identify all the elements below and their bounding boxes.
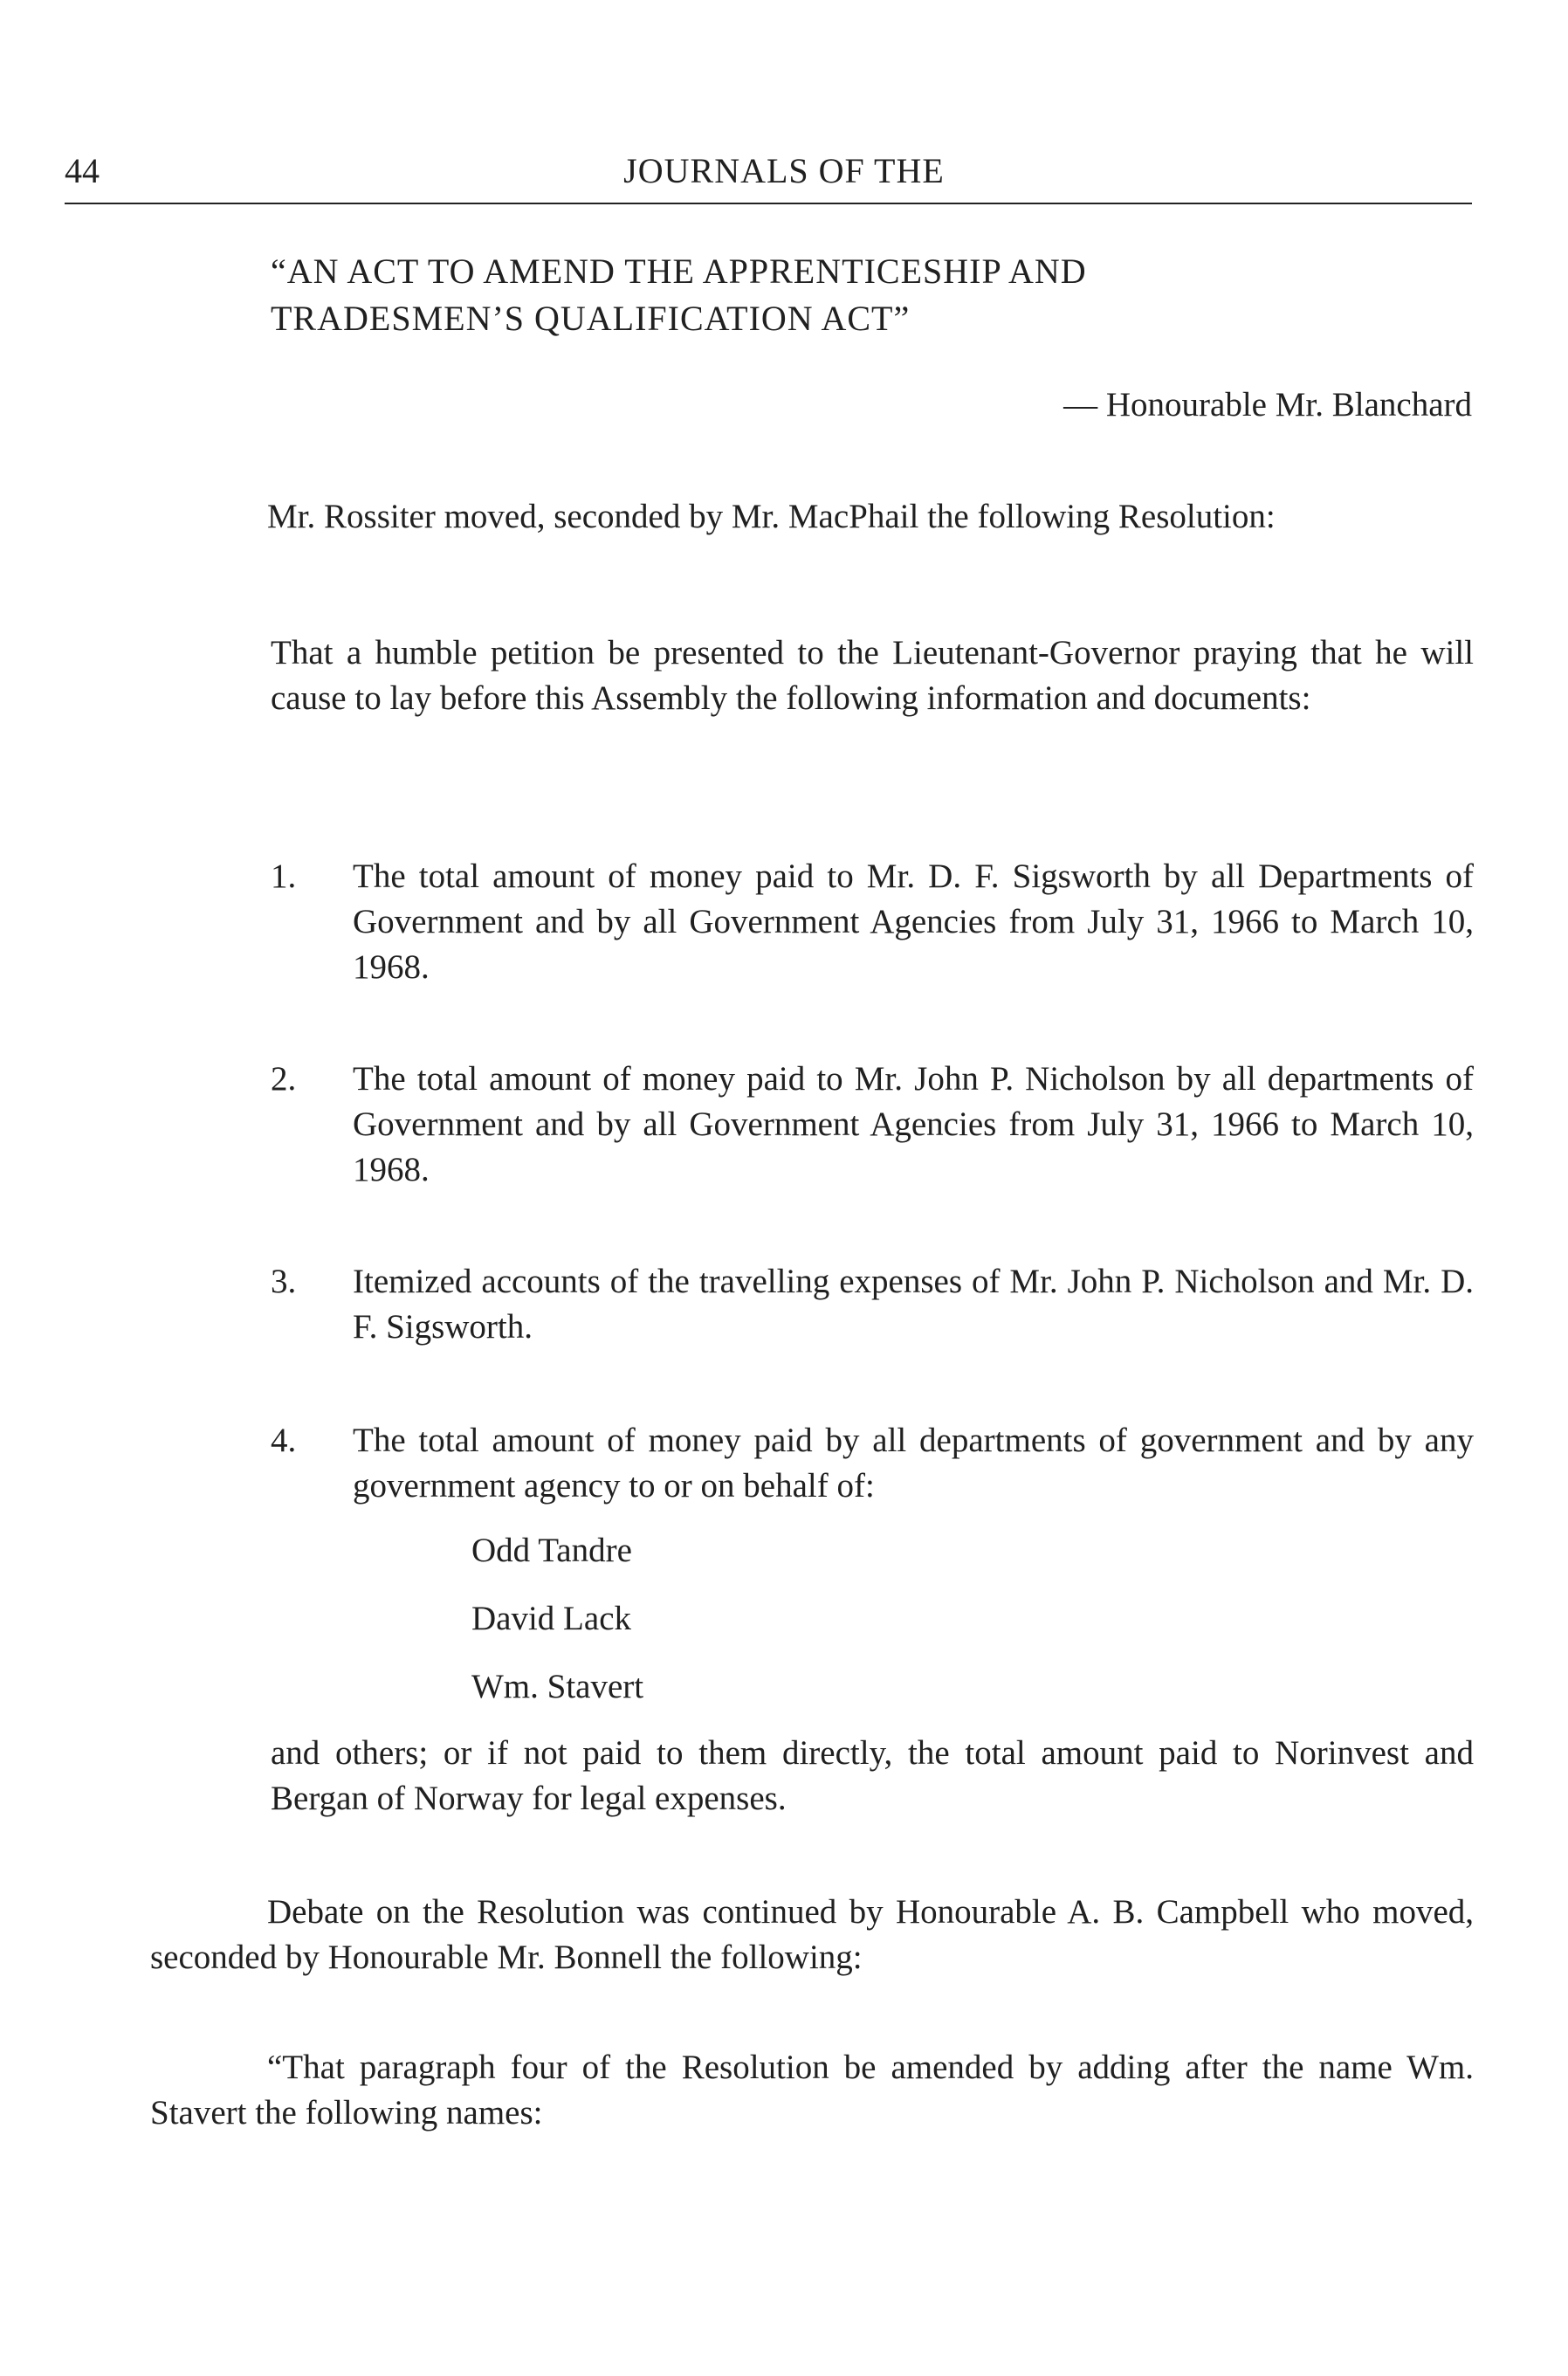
item-text-3: Itemized accounts of the travelling expenses of Mr. John P. Nicholson and Mr. D. F. Sigsworth.	[353, 1263, 1474, 1346]
item-text-1: The total amount of money paid to Mr. D. F. Sigsworth by all Departments of Government and by all Government Agencies from July 31, 1966 to March 10, 1968.	[353, 857, 1474, 986]
page-number: 44	[65, 151, 100, 190]
name-list-item: Odd Tandre	[471, 1532, 632, 1569]
item-number-2: 2.	[271, 1060, 297, 1098]
running-head: JOURNALS OF THE	[623, 151, 945, 190]
item-text-4: The total amount of money paid by all departments of government and by any government agency to or on behalf of:	[353, 1422, 1474, 1505]
header-rule	[65, 203, 1472, 204]
act-title-line-1: “AN ACT TO AMEND THE APPRENTICESHIP AND	[271, 251, 1087, 291]
item-text-2: The total amount of money paid to Mr. John P. Nicholson by all departments of Government and by all Government Agencies from July 31, 1966 to March 10, 1968.	[353, 1060, 1474, 1188]
act-title	[271, 248, 1406, 342]
item-number-3: 3.	[271, 1263, 297, 1300]
resolution-closing: and others; or if not paid to them directly, the total amount paid to Norinvest and Bergan of Norway for legal expenses.	[271, 1734, 1474, 1817]
item-number-1: 1.	[271, 857, 297, 895]
name-list-item: David Lack	[471, 1600, 632, 1637]
item-number-4: 4.	[271, 1422, 297, 1459]
resolution-intro: That a humble petition be presented to the Lieutenant-Governor praying that he will cause to lay before this Assembly the following information and documents:	[271, 634, 1474, 717]
act-attribution: — Honourable Mr. Blanchard	[1063, 386, 1472, 424]
amendment-paragraph: “That paragraph four of the Resolution be amended by adding after the name Wm. Stavert the following names:	[150, 2049, 1474, 2132]
debate-paragraph: Debate on the Resolution was continued by Honourable A. B. Campbell who moved, seconded by Honourable Mr. Bonnell the following:	[150, 1893, 1474, 1976]
name-list-item: Wm. Stavert	[471, 1668, 644, 1705]
motion-paragraph: Mr. Rossiter moved, seconded by Mr. MacPhail the following Resolution:	[267, 498, 1276, 535]
act-title-line-2: TRADESMEN’S QUALIFICATION ACT”	[271, 299, 911, 338]
